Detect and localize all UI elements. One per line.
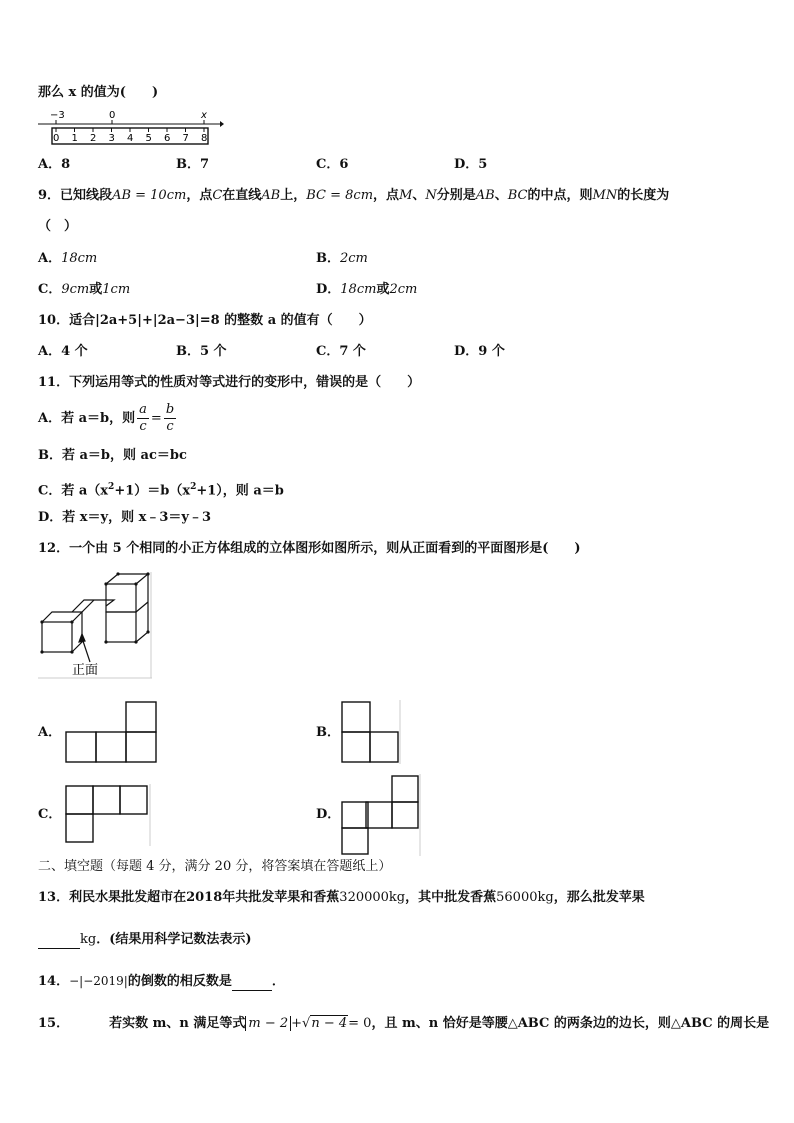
q8-option-b[interactable]: B．7: [176, 157, 210, 172]
ruler-tick-label: 1: [71, 133, 78, 144]
q12-option-d[interactable]: D．: [316, 807, 341, 822]
q10-option-b[interactable]: B．5 个: [176, 344, 227, 359]
option-a-figure[interactable]: [64, 700, 158, 764]
ruler-label-neg3: −3: [50, 110, 65, 121]
option-c-figure[interactable]: [64, 784, 152, 846]
q14-stem: 14．−|−2019|的倒数的相反数是 ．: [38, 974, 285, 989]
fraction-a-over-c: $\frac{a}{c}$: [139, 402, 147, 434]
ruler-label-0: 0: [109, 110, 116, 121]
q12-option-a[interactable]: A．: [38, 725, 62, 740]
q12-stem: 12．一个由 5 个相同的小正方体组成的立体图形如图所示，则从正面看到的平面图形是( ): [38, 541, 581, 556]
q8-option-c[interactable]: C．6: [316, 157, 349, 172]
q9-option-c[interactable]: C．9cm或1cm: [38, 282, 131, 297]
q8-option-a[interactable]: A．8: [38, 157, 71, 172]
q13-answer-line: kg．(结果用科学记数法表示): [38, 930, 252, 949]
ruler-tick-label: 4: [127, 133, 134, 144]
ruler-tick-label: 6: [164, 133, 171, 144]
cube-solid-figure: [38, 572, 152, 680]
option-d-figure[interactable]: [340, 774, 422, 858]
q8-stem: 那么 x 的值为( ): [38, 85, 159, 100]
ruler-tick-label: 8: [201, 133, 208, 144]
q15-stem: 15． 若实数 m、n 满足等式 m − 2 +√n − 4= 0，且 m、n 恰好是等腰△ABC 的两条边的边长，则△ABC 的周长是: [38, 1016, 770, 1031]
q14-answer-blank[interactable]: [232, 972, 272, 991]
q12-option-b[interactable]: B．: [316, 725, 340, 740]
q11-stem: 11．下列运用等式的性质对等式进行的变形中，错误的是（ ）: [38, 375, 421, 390]
q11-option-d[interactable]: D．若 x＝y，则 x﹣3＝y﹣3: [38, 510, 212, 525]
ruler-tick-label: 3: [108, 133, 115, 144]
q10-option-d[interactable]: D．9 个: [454, 344, 505, 359]
q9-stem: 9．已知线段AB = 10cm，点C在直线AB上，BC = 8cm，点M、N分别是AB、BC的中点，则MN的长度为: [38, 188, 670, 203]
ruler-tick-label: 2: [90, 133, 97, 144]
q13-answer-blank[interactable]: [38, 930, 80, 949]
q11-option-b[interactable]: B．若 a＝b，则 ac＝bc: [38, 448, 187, 463]
q8-option-d[interactable]: D．5: [454, 157, 488, 172]
q9-paren: （ ）: [38, 219, 78, 234]
q13-stem: 13．利民水果批发超市在2018年共批发苹果和香蕉320000kg，其中批发香蕉56000kg，那么批发苹果: [38, 890, 645, 905]
q9-option-a[interactable]: A．18cm: [38, 251, 98, 266]
fraction-b-over-c: $\frac{b}{c}$: [165, 402, 175, 434]
ruler-label-x: x: [201, 110, 207, 121]
q12-option-c[interactable]: C．: [38, 807, 62, 822]
q11-option-c[interactable]: C．若 $a(x^2+1)=b(x^2+1)$，则 a＝b: [38, 482, 284, 499]
ruler-tick-label: 0: [53, 133, 60, 144]
q10-option-a[interactable]: A．4 个: [38, 344, 88, 359]
q10-stem: 10．适合|2a+5|+|2a−3|=8 的整数 a 的值有（ ）: [38, 313, 372, 328]
q9-option-b[interactable]: B．2cm: [316, 251, 368, 266]
q10-option-c[interactable]: C．7 个: [316, 344, 366, 359]
ruler-tick-label: 7: [182, 133, 189, 144]
option-b-figure[interactable]: [340, 700, 402, 764]
q11-option-a[interactable]: A．若 a＝b，则 $\frac{a}{c}$ = $\frac{b}{c}$: [38, 402, 175, 434]
ruler-tick-label: 5: [145, 133, 152, 144]
section-2-title: 二、填空题（每题 4 分，满分 20 分，将答案填在答题纸上）: [38, 859, 392, 874]
number-line-ruler: [38, 108, 222, 148]
front-label: 正面: [72, 663, 99, 678]
q9-option-d[interactable]: D．18cm或2cm: [316, 282, 418, 297]
